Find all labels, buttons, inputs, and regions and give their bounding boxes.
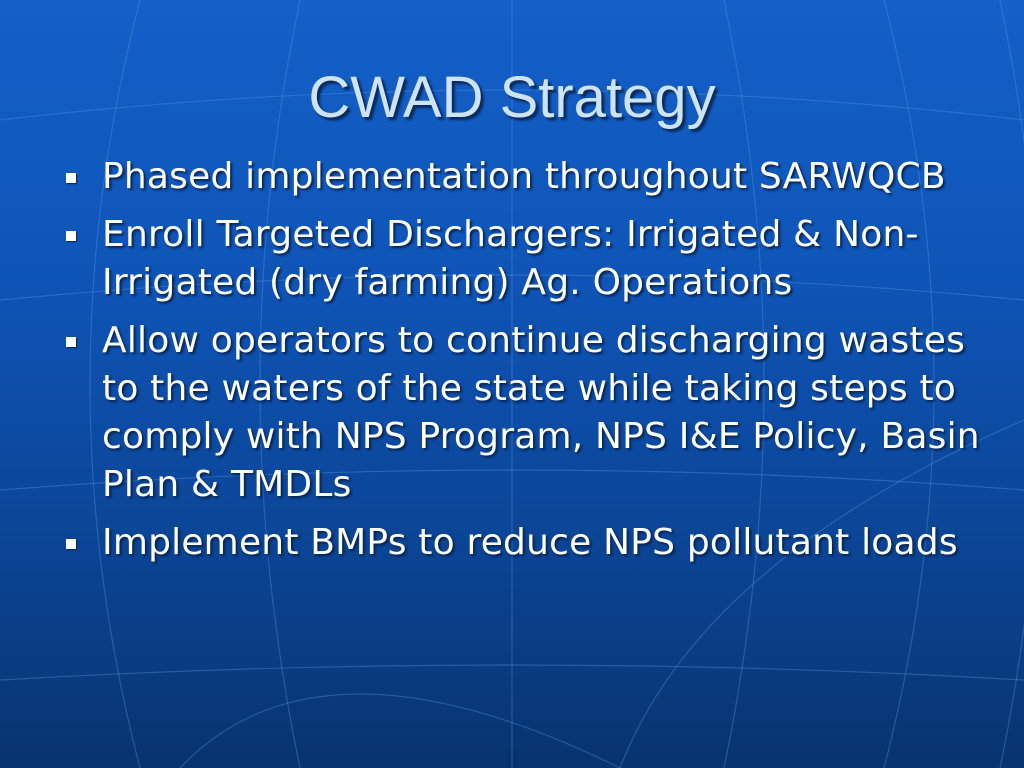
square-bullet-icon bbox=[66, 173, 76, 183]
slide-title: CWAD Strategy bbox=[308, 65, 716, 130]
square-bullet-icon bbox=[66, 539, 76, 549]
square-bullet-icon bbox=[66, 337, 76, 347]
bullet-text: Implement BMPs to reduce NPS pollutant loads bbox=[102, 522, 958, 563]
bullet-text: Phased implementation throughout SARWQCB bbox=[102, 156, 946, 197]
bullet-list bbox=[60, 153, 990, 577]
bullet-text: Allow operators to continue discharging wastes to the waters of the state while taking steps to comply with NPS Program, NPS I&E Policy, Basin Plan & TMDLs bbox=[102, 320, 980, 505]
bullet-text: Enroll Targeted Dischargers: Irrigated & Non-Irrigated (dry farming) Ag. Operations bbox=[102, 214, 919, 303]
bullet-item bbox=[60, 519, 990, 567]
bullet-item bbox=[60, 317, 990, 509]
bullet-item bbox=[60, 153, 990, 201]
bullet-item bbox=[60, 211, 990, 307]
square-bullet-icon bbox=[66, 231, 76, 241]
